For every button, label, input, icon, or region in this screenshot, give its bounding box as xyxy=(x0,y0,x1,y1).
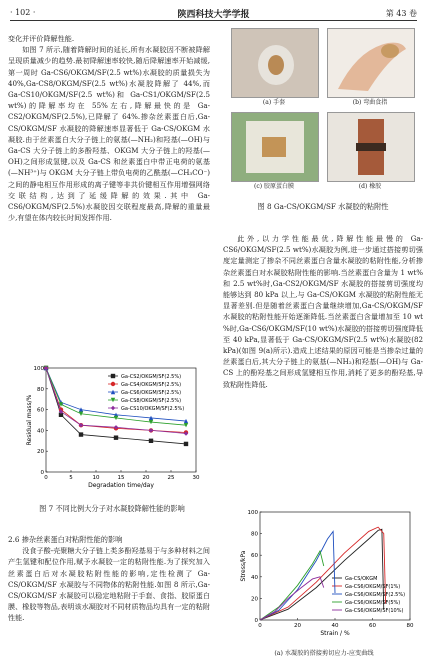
data-point xyxy=(111,382,115,386)
paragraph: 如图 7 所示,随着降解时间的延长,所有水凝胶因不断被降解呈现质量减少的趋势.最初降解速率较快,随后降解速率开始减缓,第一周时 Ga-CS6/OKGM/SF(2.5 wt%)水凝胶的质量损失为 40%,Ga-CS8/OKGM/SF(2.5 wt%)水凝胶降解了 44%,而 Ga-CS10/OKGM/SF(2.5 wt%)和 Ga-CS1/OKGM/SF(2.5 wt%)的降解率均在 55%左右,降解最快的是 Ga-CS2/OKGM/SF(2.5%),已降解了 64%.掺杂丝素蛋白后,Ga-CS/OKGM/SF 水凝胶的降解速率显著低于 Ga-CS/OKGM 水凝胶.由于丝素蛋白大分子链上的氨基(—NH₂)和羟基(—OH)与 Ga-CS 大分子链上的多酚羟基、OKGM 大分子链上的羟基(—OH)之间形成氢键,以及 Ga-CS 和丝素蛋白中带正电荷的氨基(—NH³⁺)与 OKGM 大分子链上带负电荷的乙酰基(—CH₃CO⁻)之间的静电相互作用形成的离子键等非共价键相互作用增强网络交联结构,达到了延缓降解的效果.其中 Ga-CS6/OKGM/SF(2.5%)水凝胶因交联程度最高,降解的重量最少,有望在体内较长时间发挥作用. xyxy=(8,45,210,223)
paragraph: 没食子酸-壳聚糖大分子链上类多酚羟基易于与多种材料之间产生氢键和配位作用,赋予水凝胶一定的粘附性能.为了探究加入丝素蛋白后对水凝胶粘附性能的影响,定性检测了 Ga-CS/OKGM/SF 水凝胶与不同物体的粘附性能.如图 8 所示,Ga-CS/OKGM/SF 水凝胶可以稳定地粘附于手套、食指、胶原蛋白膜、橡胶等物品,表明该水凝胶对不同材质物品均具有一定的粘附性能. xyxy=(8,546,210,623)
x-tick-label: 60 xyxy=(369,623,376,629)
running-header xyxy=(10,6,417,21)
legend-label: Ga-CS6/OKGM/SF(1%) xyxy=(345,584,401,590)
x-tick-label: 5 xyxy=(69,475,73,481)
photo-finger xyxy=(327,28,415,98)
section-title: 2.6 掺杂丝素蛋白对粘附性能的影响 xyxy=(8,535,123,544)
x-axis-label: Degradation time/day xyxy=(88,482,154,489)
y-tick-label: 20 xyxy=(37,449,44,456)
figure-8-caption: 图 8 Ga-CS/OKGM/SF 水凝胶的粘附性 xyxy=(257,202,389,211)
journal-title: 陕西科技大学学报 xyxy=(177,10,250,20)
x-tick-label: 0 xyxy=(44,475,48,481)
y-tick-label: 20 xyxy=(251,596,258,603)
photo-rubber xyxy=(327,112,415,182)
legend-label: Ga-CS6/OKGM/SF(10%) xyxy=(345,608,404,614)
data-point xyxy=(79,432,83,436)
y-tick-label: 60 xyxy=(251,553,258,560)
right-column xyxy=(223,233,423,390)
paragraph: 变化并评价降解性能. xyxy=(8,34,75,43)
x-axis-label: Strain / % xyxy=(320,630,350,637)
x-tick-label: 20 xyxy=(294,623,301,629)
series-line xyxy=(260,529,384,620)
data-point xyxy=(111,374,115,378)
series-line xyxy=(260,551,324,620)
legend-label: Ga-CS2/OKGM/SF(2.5%) xyxy=(121,374,182,380)
photo-glove xyxy=(231,28,319,98)
x-tick-label: 0 xyxy=(258,623,262,629)
y-axis-label: Residual mass/% xyxy=(26,394,33,446)
y-tick-label: 40 xyxy=(251,574,258,581)
x-tick-label: 40 xyxy=(331,623,339,629)
y-tick-label: 100 xyxy=(247,510,258,516)
y-tick-label: 0 xyxy=(40,470,44,476)
photo-label: (c) 胶原蛋白膜 xyxy=(254,183,294,190)
figure-9a-caption: (a) 水凝胶的搭接剪切应力-应变曲线 xyxy=(274,650,374,657)
x-tick-label: 15 xyxy=(117,475,125,481)
page-number: · 102 · xyxy=(10,8,36,17)
legend-label: Ga-CS/OKGM xyxy=(345,576,378,582)
y-tick-label: 80 xyxy=(37,386,44,393)
volume-number: 第 43 卷 xyxy=(385,9,417,18)
x-tick-label: 25 xyxy=(167,475,175,481)
x-tick-label: 10 xyxy=(92,475,100,481)
legend-label: Ga-CS8/OKGM/SF(2.5%) xyxy=(121,398,182,404)
legend-label: Ga-CS6/OKGM/SF(2.5%) xyxy=(121,390,182,396)
y-tick-label: 40 xyxy=(37,428,44,435)
photo-collagen-film xyxy=(231,112,319,182)
left-column-lower xyxy=(8,534,210,624)
y-tick-label: 60 xyxy=(37,407,44,414)
data-point xyxy=(149,439,153,443)
y-tick-label: 100 xyxy=(33,366,44,372)
legend-label: Ga-CS10/OKGM/SF(2.5%) xyxy=(121,406,185,412)
y-tick-label: 0 xyxy=(254,618,258,624)
degradation-chart xyxy=(22,364,202,494)
series-line xyxy=(260,531,335,620)
paragraph: 此外,以力学性能最优,降解性能最慢的 Ga-CS6/OKGM/SF(2.5 wt%)水凝胶为例,进一步通过搭接剪切强度定量测定了掺杂不同丝素蛋白含量水凝胶的粘附性能,分析掺杂丝素蛋白对水凝胶粘附性能的影响.当丝素蛋白含量为 1 wt%和 2.5 wt%时,Ga-CS2/OKGM/SF 水凝胶的搭接剪切强度均能够达到 80 kPa 以上,与 Ga-CS/OKGM 水凝胶的粘附性能无显著差别.但是随着丝素蛋白含量继续增加,Ga-CS/OKGM/SF 水凝胶的粘附性能开始逐渐降低.当丝素蛋白含量增加至 10 wt %时,Ga-CS6/OKGM/SF(10 wt%)水凝胶的搭接剪切强度降低至 40 kPa,显著低于 Ga-CS/OKGM/SF(2.5 wt%)水凝胶(82 kPa)(如图 9(a)所示).造成上述结果的原因可能是当掺杂过量的丝素蛋白后,其大分子链上的氨基(—NH₂)和羟基(—OH)与 Ga-CS 上的酚羟基之间形成氢键相互作用,消耗了更多的酚羟基,导致粘附性降低. xyxy=(223,234,423,389)
data-point xyxy=(184,442,188,446)
legend-label: Ga-CS6/OKGM/SF(2.5%) xyxy=(345,592,406,598)
stress-strain-chart xyxy=(236,508,416,643)
photo-label: (a) 手套 xyxy=(262,99,286,106)
x-tick-label: 20 xyxy=(142,475,150,481)
legend-label: Ga-CS4/OKGM/SF(2.5%) xyxy=(121,382,182,388)
left-column xyxy=(8,33,210,223)
legend-label: Ga-CS6/OKGM/SF(5%) xyxy=(345,600,401,606)
x-tick-label: 30 xyxy=(192,475,200,481)
x-tick-label: 80 xyxy=(406,623,414,629)
photo-label: (d) 橡胶 xyxy=(358,183,382,190)
y-tick-label: 80 xyxy=(251,531,258,538)
data-point xyxy=(114,435,118,439)
data-point xyxy=(111,406,115,410)
figure-7-caption: 图 7 不同比例大分子对水凝胶降解性能的影响 xyxy=(39,504,185,513)
y-axis-label: Stress/kPa xyxy=(240,550,247,582)
photo-label: (b) 弯曲食指 xyxy=(352,99,388,106)
